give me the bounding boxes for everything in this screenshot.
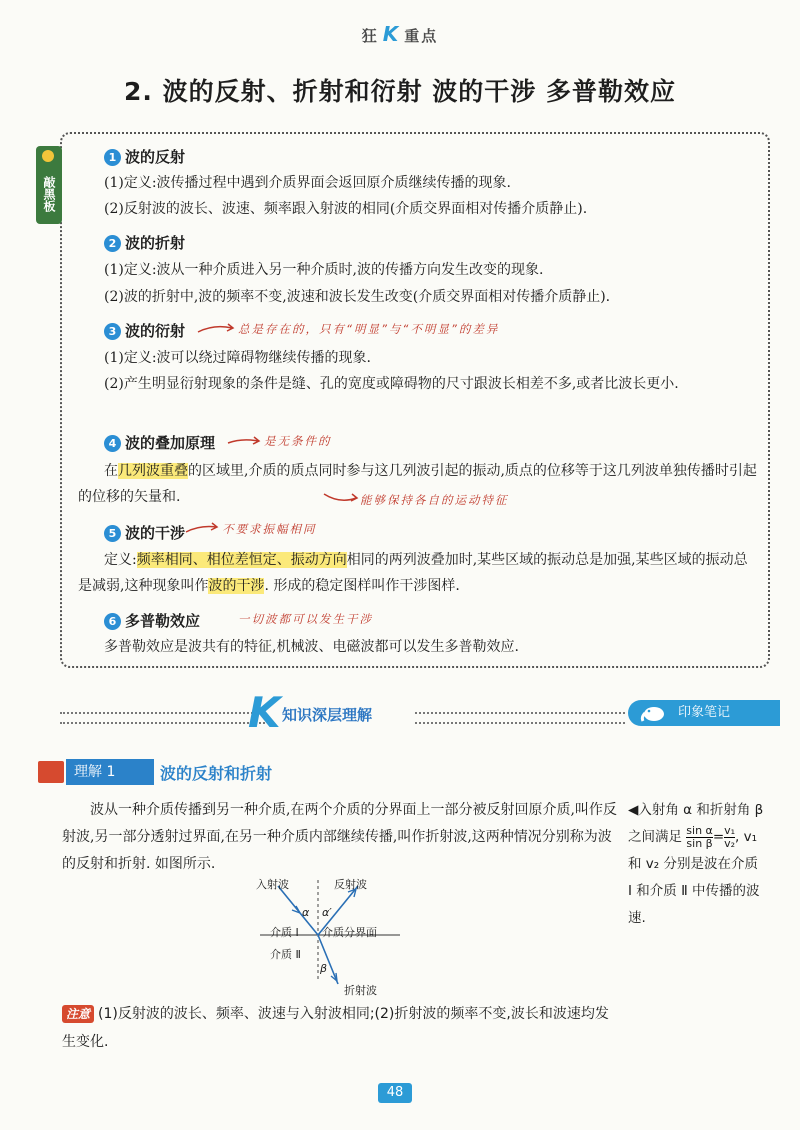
understanding-body: 波从一种介质传播到另一种介质,在两个介质的分界面上一部分被反射回原介质,叫作反射波,另一部分透射过界面,在另一种介质内部继续传播,叫作折射波,这两种情况分别称为波的反射和折射. 如图所示.	[62, 802, 617, 872]
section-number-badge: 4	[104, 435, 121, 452]
elephant-icon	[640, 703, 668, 723]
section-number-badge: 6	[104, 613, 121, 630]
section-1-def: (1)定义:波传播过程中遇到介质界面会返回原介质继续传播的现象.	[104, 175, 511, 191]
page-number: 48	[378, 1083, 412, 1103]
interface-label: 介质分界面	[322, 926, 377, 939]
section-3-detail: (2)产生明显衍射现象的条件是缝、孔的宽度或障碍物的尺寸跟波长相差不多,或者比波长更小.	[104, 376, 679, 392]
dotted-divider	[60, 712, 265, 724]
section-5-heading: 5 波的干涉	[104, 522, 185, 543]
section-3-def: (1)定义:波可以绕过障碍物继续传播的现象.	[104, 350, 371, 366]
alpha-prime-label: α′	[322, 906, 332, 919]
section-3-handwritten-note: 总是存在的，只有“明显”与“不明显”的差异	[238, 322, 500, 336]
brand-right: 重点	[404, 27, 439, 45]
section-4-handwritten-note: 是无条件的	[264, 434, 332, 448]
attention-icon: 注意	[62, 1005, 94, 1023]
section-4-heading: 4 波的叠加原理	[104, 432, 215, 453]
section-5-handwritten-note: 不要求振幅相同	[222, 522, 317, 536]
book-icon	[38, 761, 64, 783]
dotted-divider	[415, 712, 625, 724]
section-5-body: 定义:频率相同、相位差恒定、振动方向相同的两列波叠加时,某些区域的振动总是加强,某些区域的振动总是减弱,这种现象叫作波的干涉. 形成的稳定图样叫作干涉图样.	[78, 552, 748, 594]
margin-note: ◀入射角 α 和折射角 β 之间满足 $\frac{\text{sin α}}{\text{sin β}}$ = $\frac{\text{v₁}}{\text{v₂}}$ , v₁ 和 v₂ 分别是波在介质 Ⅰ 和介质 Ⅱ 中传播的波速.	[628, 802, 764, 926]
header-brand	[0, 22, 800, 46]
section-6-heading: 6 多普勒效应	[104, 610, 200, 631]
annotation-arrow	[226, 434, 262, 448]
knowledge-banner	[248, 688, 428, 737]
section-1-detail: (2)反射波的波长、波速、频率跟入射波的相同(介质交界面相对传播介质静止).	[104, 201, 588, 217]
banner-text: 知识深层理解	[282, 706, 373, 724]
section-4-handwritten-note-2: 能够保持各自的运动特征	[360, 493, 509, 507]
pencil-icon	[42, 150, 54, 162]
section-2-def: (1)定义:波从一种介质进入另一种介质时,波的传播方向发生改变的现象.	[104, 262, 544, 278]
brand-k-logo: K	[382, 22, 401, 46]
reflected-wave-label: 反射波	[334, 878, 367, 891]
section-number-badge: 1	[104, 149, 121, 166]
section-6-body: 多普勒效应是波共有的特征,机械波、电磁波都可以发生多普勒效应.	[104, 639, 519, 655]
section-4-body: 在几列波重叠的区域里,介质的质点同时参与这几列波引起的振动,质点的位移等于这几列波单独传播时引起的位移的矢量和.	[78, 463, 757, 505]
annotation-arrow	[184, 522, 220, 536]
understanding-label: 理解 1	[66, 759, 154, 785]
highlight: 几列波重叠	[118, 463, 188, 479]
section-6-handwritten-note: 一切波都可以发生干涉	[238, 612, 373, 626]
medium-1-label: 介质 Ⅰ	[270, 926, 299, 939]
blackboard-tab: 敲黑板	[36, 146, 62, 224]
section-2-heading: 2 波的折射	[104, 232, 185, 253]
annotation-arrow	[196, 322, 236, 336]
medium-2-label: 介质 Ⅱ	[270, 948, 301, 961]
section-number-badge: 5	[104, 525, 121, 542]
sine-ratio-fraction: $\frac{\text{sin α}}{\text{sin β}}$	[686, 823, 713, 850]
highlight: 波的干涉	[208, 578, 265, 594]
alpha-label: α	[302, 906, 310, 919]
incident-wave-label: 入射波	[256, 878, 289, 891]
section-1-heading: 1 波的反射	[104, 146, 185, 167]
refracted-wave-label: 折射波	[344, 984, 377, 997]
section-3-heading: 3 波的衍射	[104, 320, 185, 341]
section-2-detail: (2)波的折射中,波的频率不变,波速和波长发生改变(介质交界面相对传播介质静止).	[104, 289, 611, 305]
attention-note: 注意 (1)反射波的波长、频率、波速与入射波相同;(2)折射波的频率不变,波长和波速均发生变化.	[62, 1006, 609, 1050]
annotation-arrow	[320, 490, 360, 506]
page-title: 2. 波的反射、折射和衍射 波的干涉 多普勒效应	[123, 77, 676, 106]
velocity-ratio-fraction: $\frac{\text{v₁}}{\text{v₂}}$	[724, 823, 736, 850]
impression-notes-tab: 印象笔记	[628, 700, 780, 726]
brand-left: 狂	[361, 27, 379, 45]
highlight: 频率相同、相位差恒定、振动方向	[136, 552, 347, 568]
banner-k-logo: K	[248, 688, 281, 737]
understanding-title: 波的反射和折射	[160, 764, 273, 783]
section-number-badge: 3	[104, 323, 121, 340]
section-number-badge: 2	[104, 235, 121, 252]
beta-label: β	[320, 962, 328, 975]
